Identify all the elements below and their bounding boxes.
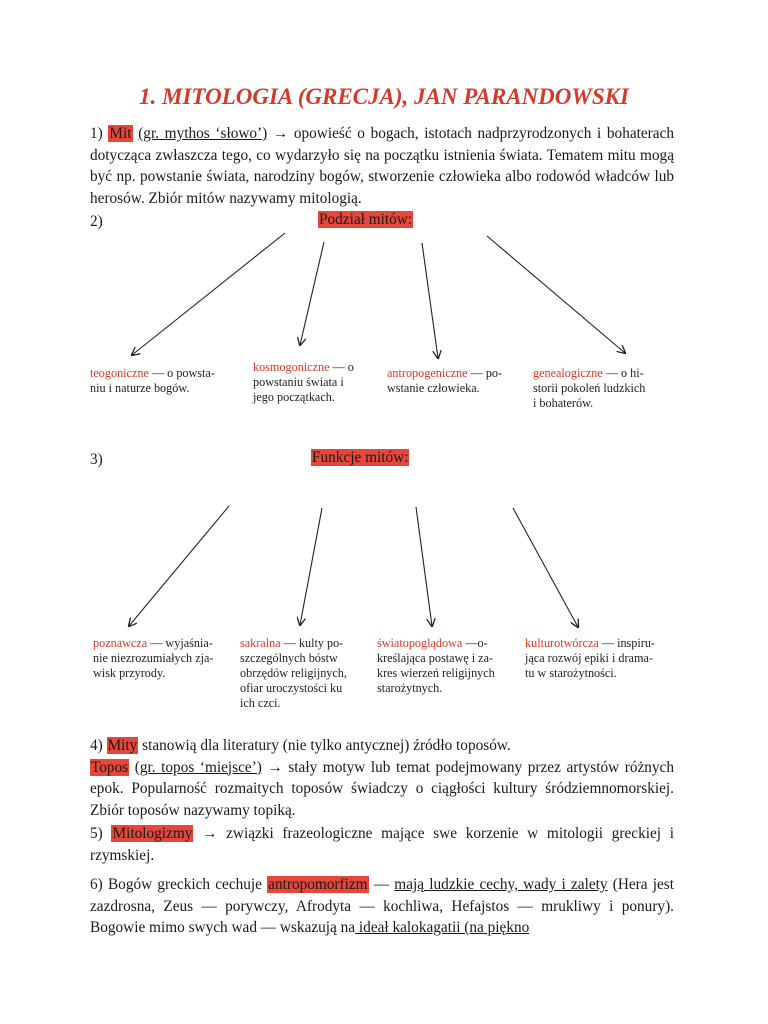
item-number: 5) xyxy=(90,825,103,842)
item-number: 6) xyxy=(90,876,103,893)
myth-function-poznawcza: poznawcza — wyjaśnia- nie niezrozumiałych zja- wisk przyrody. xyxy=(93,636,214,680)
arrow-line xyxy=(300,508,322,625)
item-number: 3) xyxy=(90,451,103,468)
myth-function-swiatopogladowa: światopoglądowa —o- kreślająca postawę i za- kres wierzeń religijnych starożytnych. xyxy=(377,636,495,695)
arrow-line xyxy=(487,236,625,353)
diagram-title: Podział mitów: xyxy=(319,211,413,228)
highlight-term: Mitologizmy xyxy=(112,825,193,842)
paragraph-antropomorfizm: 6) Bogów greckich cechuje antropomorfizm — mają ludzkie cechy, wady i zalety (Hera jest zazdrosna, Zeus — porywczy, Afrodyta — kochliwa, Hefajstos — mrukliwy i ponury). Bogowie mimo swych wad — wskazują na ideał kalokagatii (na piękno xyxy=(90,876,674,936)
page-title: 1. MITOLOGIA (GRECJA), JAN PARANDOWSKI xyxy=(139,84,629,109)
myth-type-genealogiczne: genealogiczne — o hi- storii pokoleń ludzkich i bohaterów. xyxy=(533,366,646,410)
arrow-line xyxy=(129,506,229,626)
arrow-line xyxy=(132,233,285,355)
item-number: 2) xyxy=(90,213,103,230)
item-number: 1) xyxy=(90,125,103,142)
myth-function-kulturotworcza: kulturotwórcza — inspiru- jąca rozwój epiki i drama- tu w starożytności. xyxy=(525,636,655,680)
arrow-line xyxy=(300,242,324,345)
myth-type-antropogeniczne: antropogeniczne — po- wstanie człowieka. xyxy=(387,366,503,395)
paragraph-mitologizmy: 5) Mitologizmy → związki frazeologiczne mające swe korzenie w mitologii greckiej i rzymskiej. xyxy=(90,825,674,864)
arrow-line xyxy=(416,507,432,626)
etymology: (gr. topos ‘miejsce’) xyxy=(134,758,262,776)
myth-type-kosmogoniczne: kosmogoniczne — o powstaniu świata i jego początkach. xyxy=(253,360,354,404)
etymology: (gr. mythos ‘słowo’) xyxy=(138,125,268,142)
highlight-term: antropomorfizm xyxy=(268,876,368,893)
paragraph-topos: 4) Mity stanowią dla literatury (nie tylko antycznej) źródło toposów. Topos (gr. topos ‘miejsce’) → stały motyw lub temat podejmowany przez artystów różnych epok. Popularność rozmaitych toposów świadczy o ciągłości kultury śródziemnomorskiej. Zbiór toposów nazywamy topiką. xyxy=(90,737,674,819)
diagram-title: Funkcje mitów: xyxy=(312,449,409,466)
myth-type-teogoniczne: teogoniczne — o powsta- niu i naturze bogów. xyxy=(90,366,215,395)
underlined-phrase: ideał kalokagatii (na piękno xyxy=(355,919,530,936)
highlight-term: Mit xyxy=(109,125,132,142)
item-number: 4) xyxy=(90,737,103,754)
definition-text: → opowieść o bogach, istotach nadprzyrodzonych i bohaterach dotycząca zwłaszcza tego, co wydarzyło się na początku istnienia świata. Tematem mitu mogą być np. powstanie świata, narodziny bogów, stworzenie człowieka albo rodowód władców lub herosów. Zbiór mitów nazywamy mitologią. xyxy=(90,125,675,207)
arrow-line xyxy=(422,243,438,358)
myth-function-sakralna: sakralna — kulty po- szczególnych bóstw obrzędów religijnych, ofiar uroczystości ku ich czci. xyxy=(240,636,347,710)
highlight-term: Topos xyxy=(91,758,129,776)
underlined-phrase: mają ludzkie cechy, wady i zalety xyxy=(394,876,608,893)
highlight-term: Mity xyxy=(107,737,138,754)
arrow-line xyxy=(513,508,578,627)
